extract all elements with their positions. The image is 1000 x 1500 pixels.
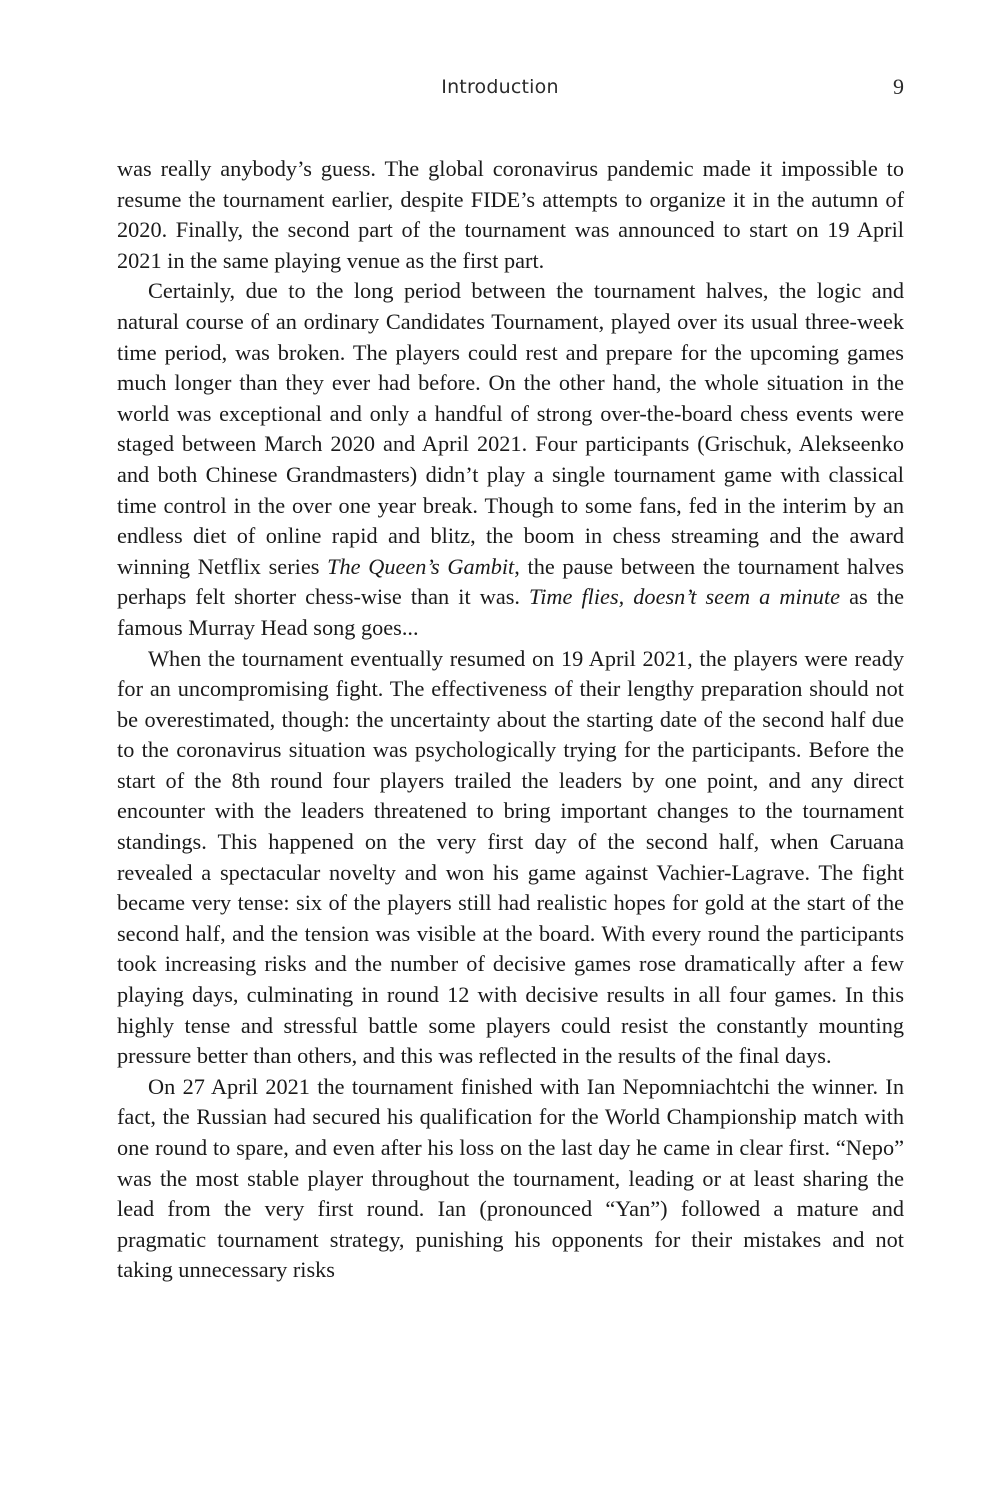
paragraph-2-text-c: as the famous Murray Head song goes...	[117, 584, 904, 640]
paragraph-2	[117, 276, 904, 643]
series-title: The Queen’s Gambit	[327, 553, 515, 579]
paragraph-3: When the tournament eventually resumed on 19 April 2021, the players were ready for an uncompromising fight. The effectiveness of their lengthy preparation should not be overestimated, though: the uncertainty about the starting date of the second half due to the coronavirus situation was psychologically trying for the participants. Before the start of the 8th round four players trailed the leaders by one point, and any direct encounter with the leaders threatened to bring important changes to the tournament standings. This happened on the very first day of the second half, when Caruana revealed a spectacular novelty and won his game against Vachier-Lagrave. The fight became very tense: six of the players still had realistic hopes for gold at the start of the second half, and the tension was visible at the board. With every round the participants took increasing risks and the number of decisive games rose dramatically after a few playing days, culminating in round 12 with decisive results in all four games. In this highly tense and stressful battle some players could resist the constantly mounting pressure better than others, and this was reflected in the results of the final days.	[117, 645, 904, 1069]
body-text	[117, 154, 904, 1286]
running-head-title: Introduction	[441, 76, 559, 98]
paragraph-2-text-b: , the pause between the tournament halves perhaps felt shorter chess-wise than it was.	[117, 553, 904, 610]
page-number: 9	[893, 74, 904, 99]
paragraph-4: On 27 April 2021 the tournament finished with Ian Nepomniachtchi the winner. In fact, the Russian had secured his qualification for the World Championship match with one round to spare, and even after his loss on the last day he came in clear first. “Nepo” was the most stable player throughout the tournament, leading or at least sharing the lead from the very first round. Ian (pronounced “Yan”) followed a mature and pragmatic tournament strategy, punishing his opponents for their mistakes and not taking unnecessary risks	[117, 1073, 904, 1283]
paragraph-1: was really anybody’s guess. The global coronavirus pandemic made it impossible to resume the tournament earlier, despite FIDE’s attempts to organize it in the autumn of 2020. Finally, the second part of the tournament was announced to start on 19 April 2021 in the same playing venue as the first part.	[117, 156, 904, 273]
song-lyric: Time flies, doesn’t seem a minute	[529, 584, 841, 610]
paragraph-2-text-a: Certainly, due to the long period between the tournament halves, the logic and natural course of an ordinary Candidates Tournament, played over its usual three-week time period, was broken. The players could rest and prepare for the upcoming games much longer than they ever had before. On the other hand, the whole situation in the world was exceptional and only a handful of strong over-the-board chess events were staged between March 2020 and April 2021. Four participants (Grischuk, Alekseenko and both Chinese Grandmasters) didn’t play a single tournament game with classical time control in the over one year break. Though to some fans, fed in the interim by an endless diet of online rapid and blitz, the boom in chess streaming and the award winning Netflix series	[117, 278, 904, 579]
